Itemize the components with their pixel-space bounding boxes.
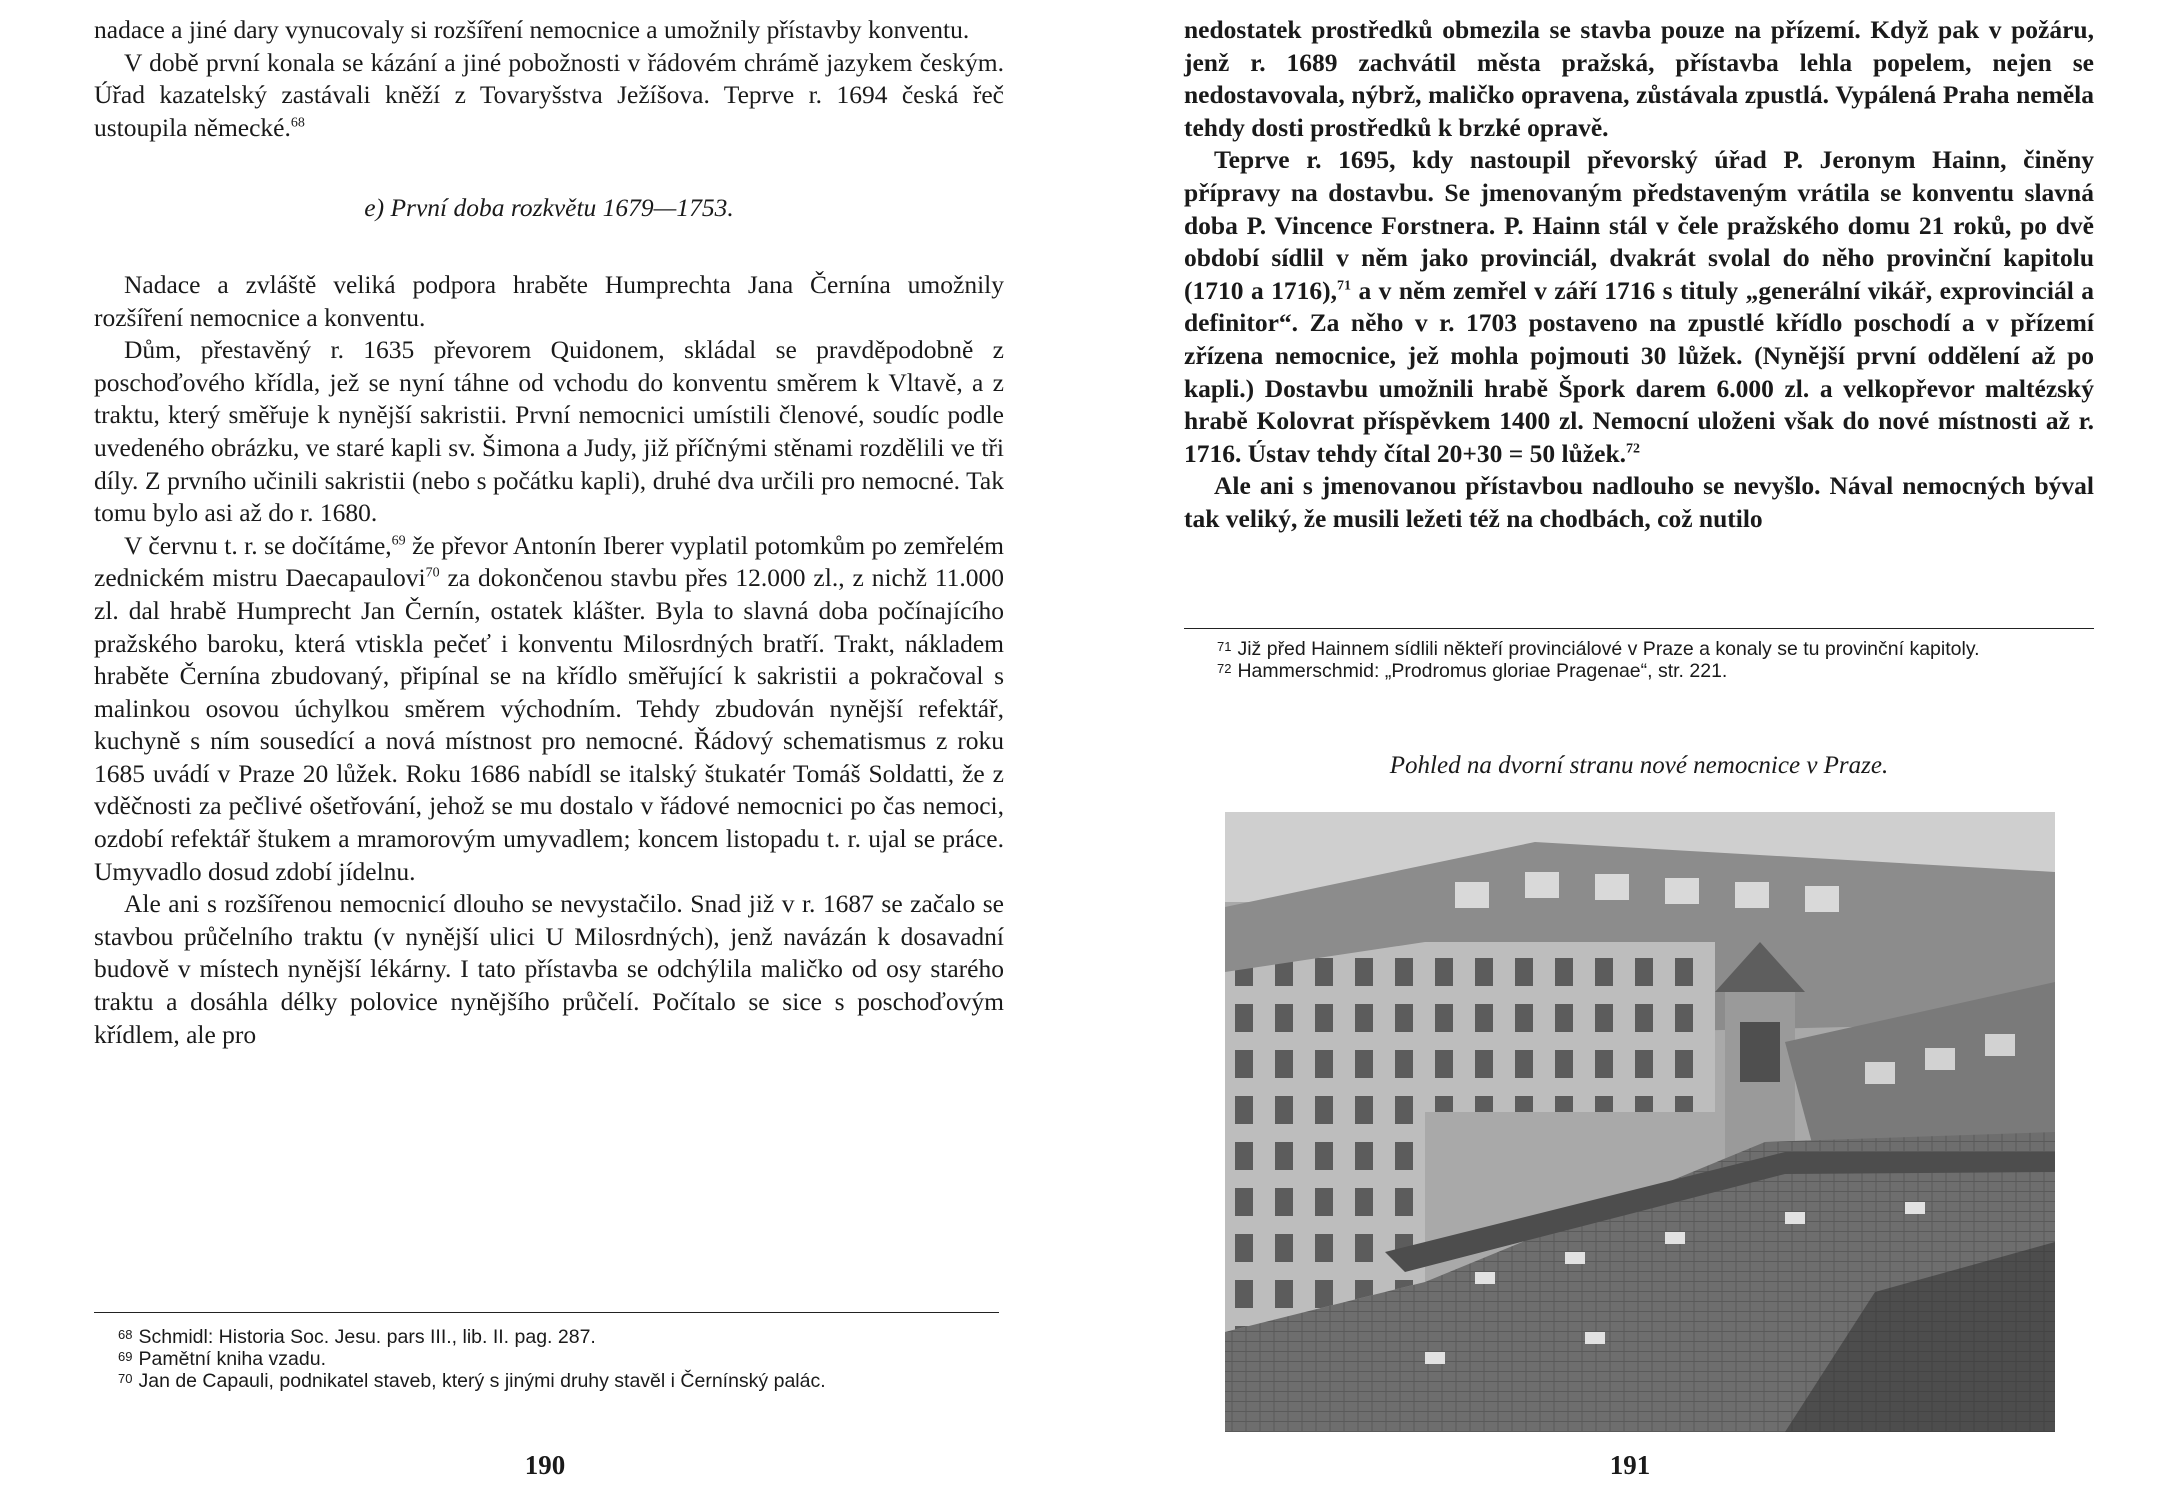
footnote: $^{72}$ Hammerschmid: „Prodromus gloriae Pragenae“, str. 221. <box>1217 660 1728 682</box>
section-heading: e) První doba rozkvětu 1679—1753. <box>364 193 734 223</box>
paragraph: nedostatek prostředků obmezila se stavba pouze na přízemí. Když pak v požáru, jenž r. 1689 zachvátil města pražská, přístavba lehla popelem, nejen se nedostavovala, nýbrž, maličko opravena, zůstávala zpustlá. Vypálená Praha neměla tehdy dosti prostředků k brzké opravě. <box>1184 15 2094 142</box>
footnote-ref: 71 <box>1337 278 1352 294</box>
hospital-photo <box>1225 812 2055 1432</box>
paragraph: Dům, přestavěný r. 1635 převorem Quidonem, skládal se pravděpodobně z poschoďového křídla, jež se nyní táhne od vchodu do konventu směrem k Vltavě, a z traktu, který směřuje k nynější sakristii. První nemocnici umístili členové, soudíc podle uvedeného obrázku, ve staré kapli sv. Šimona a Judy, již příčnými stěnami rozdělili ve tři díly. Z prvního učinili sakristii (nebo s počátku kapli), druhé dva určili pro nemocné. Tak tomu bylo asi až do r. 1680. <box>94 335 1004 528</box>
left-text-column <box>94 14 1004 1051</box>
paragraph: Ale ani s jmenovanou přístavbou nadlouho se nevyšlo. Nával nemocných býval tak veliký, že musili ležeti též na chodbách, což nutilo <box>1184 471 2094 533</box>
footnote: $^{68}$ Schmidl: Historia Soc. Jesu. pars III., lib. II. pag. 287. <box>118 1326 596 1348</box>
paragraph: nadace a jiné dary vynucovaly si rozšíření nemocnice a umožnily přístavby konventu. <box>94 15 970 44</box>
footnote-ref: 72 <box>1626 441 1641 457</box>
paragraph: V červnu t. r. se dočítáme,$^{69}$ že převor Antonín Iberer vyplatil potomkům po zemřelém zednickém mistru Daecapaulovi$^{70}$ za dokončenou stavbu přes 12.000 zl., z nichž 11.000 zl. dal hrabě Humprecht Jan Černín, ostatek klášter. Byla to slavná doba počínajícího pražského baroku, která vtiskla pečeť i konventu Milosrdných bratří. Trakt, nákladem hraběte Černína zbudovaný, připínal se na křídlo směřující k sakristii a pokračoval s malinkou osovou úchylkou směrem východním. Tehdy zbudován nynější refektář, kuchyně s ním sousedící a nová místnost pro nemocné. Řádový schematismus z roku 1685 uvádí v Praze 20 lůžek. Roku 1686 nabídl se italský štukatér Tomáš Soldatti, že z vděčnosti za pečlivé ošetřování, jehož se mu dostalo v řádové nemocnici po čas nemoci, ozdobí refektář štukem a mramorovým umyvadlem; koncem listopadu t. r. ujal se práce. Umyvadlo dosud zdobí jídelnu. <box>94 530 1005 886</box>
right-text-column <box>1184 14 2094 536</box>
footnote: $^{69}$ Pamětní kniha vzadu. <box>118 1348 326 1370</box>
footnote-ref: 69 <box>391 533 406 549</box>
footnote-ref: 70 <box>425 565 440 581</box>
footnote-divider <box>94 1312 999 1313</box>
footnote: $^{71}$ Již před Hainnem sídlili někteří provinciálové v Praze a konaly se tu provinční kapitoly. <box>1217 638 1980 660</box>
paragraph: Teprve r. 1695, kdy nastoupil převorský úřad P. Jeronym Hainn, činěny přípravy na dostavbu. Se jmenovaným představeným vrátila se konventu slavná doba P. Vincence Forstnera. P. Hainn stál v čele pražského domu 21 roků, po dvě období sídlil v něm jako provinciál, dvakrát svolal do něho provinční kapitolu (1710 a 1716),$^{71}$ a v něm zemřel v září 1716 s tituly „generální vikář, exprovinciál a definitor“. Za něho v r. 1703 postaveno na zpustlé křídlo poschodí a v přízemí zřízena nemocnice, jež mohla pojmouti 30 lůžek. (Nynější první oddělení až po kapli.) Dostavbu umožnili hrabě Špork darem 6.000 zl. a velkopřevor maltézský hrabě Kolovrat příspěvkem 1400 zl. Nemocní uloženi však do nové místnosti až r. 1716. Ústav tehdy čítal 20+30 = 50 lůžek.$^{72}$ <box>1184 145 2094 468</box>
footnote-ref: 68 <box>290 115 305 131</box>
footnote: $^{70}$ Jan de Capauli, podnikatel staveb, který s jinými druhy stavěl i Černínský palác. <box>118 1370 826 1392</box>
page-number: 190 <box>524 1450 566 1480</box>
photo-caption: Pohled na dvorní stranu nové nemocnice v Praze. <box>1389 752 1889 779</box>
footnotes <box>118 1326 998 1392</box>
right-page <box>1089 0 2178 1500</box>
footnotes <box>1217 638 2097 682</box>
page-number: 191 <box>1609 1450 1651 1480</box>
paragraph: Nadace a zvláště veliká podpora hraběte Humprechta Jana Černína umožnily rozšíření nemocnice a konventu. <box>94 269 1004 332</box>
paragraph: V době první konala se kázání a jiné pobožnosti v řádovém chrámě jazykem českým. Úřad kazatelský zastávali kněží z Tovaryšstva Ježíšova. Teprve r. 1694 česká řeč ustoupila německé.$^{68}$ <box>94 47 1004 142</box>
paragraph: Ale ani s rozšířenou nemocnicí dlouho se nevystačilo. Snad již v r. 1687 se začalo se stavbou průčelního traktu (v nynější ulici U Milosrdných), jenž navázán k dosavadní budově v místech nynější lékárny. I tato přístavba se odchýlila maličko od osy starého traktu a dosáhla délky polovice nynějšího průčelí. Počítalo se sice s poschoďovým křídlem, ale pro <box>94 889 1004 1049</box>
hospital-photo-image <box>1225 812 2055 1432</box>
footnote-divider <box>1184 628 2094 629</box>
